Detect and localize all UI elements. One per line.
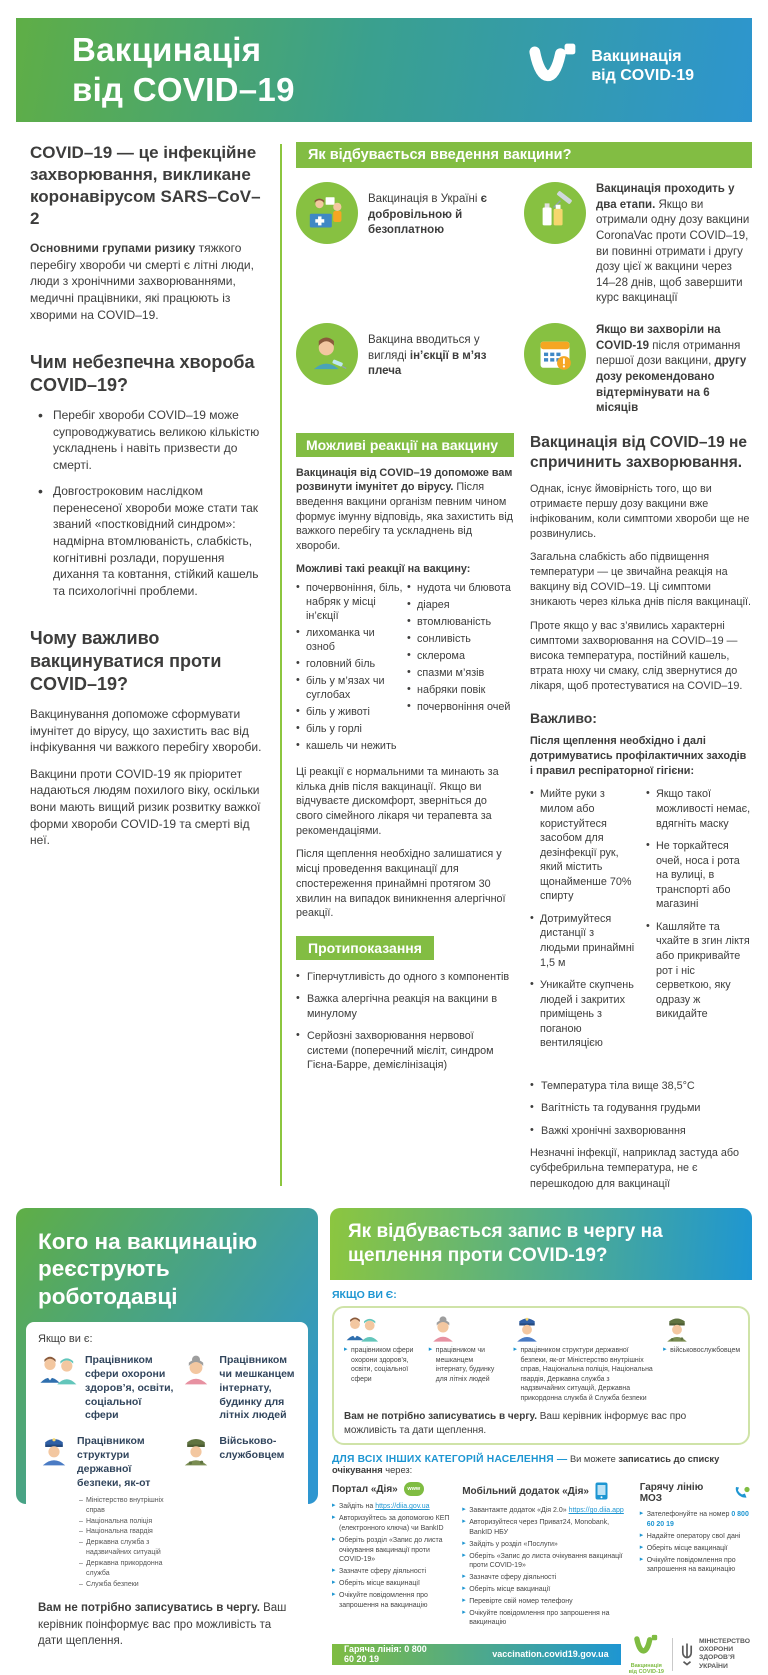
- contraindication-item: • Серйозні захворювання нервової системи (поперечний мієліт, синдром Гієна-Барре, демієлінізація): [296, 1029, 514, 1072]
- hygiene-item: • Кашляйте та чхайте в згин ліктя або прикривайте рот і ніс серветкою, яку одразу ж викидайте: [646, 920, 752, 1022]
- reactions-note-2: Після щеплення необхідно залишатися у місці проведення вакцинації для спостереження принаймні протягом 30 хвилин на випадок виникнення алергічної реакції.: [296, 848, 506, 920]
- app-step1-prefix: Завантажте додаток «Дія 2.0»: [469, 1507, 569, 1515]
- portal-step: ▸ Оберіть розділ «Запис до листа очікування вакцинації проти COVID-19»: [332, 1536, 450, 1565]
- elderly-person-icon: [180, 1354, 212, 1386]
- reaction-item: • біль у животі: [296, 705, 403, 719]
- contraindications-title: Протипоказання: [308, 939, 422, 956]
- reaction-item: • головний біль: [296, 657, 403, 671]
- other-categories-bold: записатись до списку очікування: [332, 1454, 720, 1476]
- how-item-voluntary-normal: Вакцинація в Україні: [368, 193, 481, 205]
- reactions-intro: [296, 466, 514, 554]
- important-list-left: [530, 787, 636, 1059]
- contraindication-item: • Гіперчутливість до одного з компонентів: [296, 970, 514, 984]
- app-step: ▸ Зайдіть у розділ «Послуги»: [462, 1540, 627, 1550]
- queue-if-label: ЯКЩО ВИ Є:: [332, 1289, 397, 1302]
- contraindications-note: Незначні інфекції, наприклад застуда або субфебрильна температура, не є перешкодою для вакцинації: [530, 1147, 740, 1190]
- other-categories-caps: ДЛЯ ВСІХ ІНШИХ КАТЕГОРІЙ НАСЕЛЕННЯ —: [332, 1454, 568, 1466]
- reactions-intro-rest: Після введення вакцини організм певним чином формує імунну відповідь, яка захистить від важкого перебігу та ускладнень від хвороби.: [296, 481, 513, 553]
- priority-groups-box: [332, 1306, 750, 1445]
- how-item-postpone-bold2: другу дозу рекомендовано відтермінувати на 6 місяців: [596, 355, 747, 415]
- group-military-label: ▸ військовослужбовцем: [663, 1346, 738, 1356]
- reaction-item: • сонливість: [407, 632, 514, 646]
- contraindication-item: • Важкі хронічні захворювання: [530, 1124, 752, 1138]
- hotline-step: ▸ Очікуйте повідомлення про запрошення на вакцинацію: [640, 1556, 750, 1576]
- police-officer-icon: [513, 1315, 541, 1343]
- police-officer-icon: [38, 1435, 70, 1467]
- group-military: [663, 1315, 741, 1403]
- portal-step: [332, 1502, 450, 1512]
- employers-item-security-label: Працівником структури державної безпеки, як-от: [77, 1435, 151, 1489]
- employers-item-military-label: Військово-службовцем: [219, 1435, 285, 1462]
- priority-groups-footer: [344, 1410, 738, 1437]
- reaction-item: • біль у м’язах чи суглобах: [296, 674, 403, 702]
- how-item-injection: [296, 323, 508, 417]
- app-step: ▸ Авторизуйтеся через Приват24, Monobank, BankID НБУ: [462, 1518, 627, 1538]
- portal-step1-prefix: Зайдіть на: [339, 1503, 376, 1511]
- agency-item: – Державна прикордонна служба: [79, 1559, 174, 1580]
- main-content: [30, 142, 752, 1192]
- group-security: [513, 1315, 654, 1403]
- reactions-intro-bold: Вакцинація від COVID–19 допоможе вам розвинути імунітет до вірусу.: [296, 466, 513, 494]
- employers-item-military: [180, 1435, 296, 1590]
- ministry-line2: ОХОРОНИ: [698, 1646, 734, 1653]
- logo-text-line2: від COVID-19: [591, 67, 694, 84]
- other-categories-normal1: Ви можете: [567, 1454, 619, 1465]
- how-item-voluntary-text: [368, 192, 508, 239]
- hotline-steps: [640, 1510, 750, 1575]
- portal-step: ▸ Оберіть місце вакцинації: [332, 1579, 450, 1589]
- danger-heading: Чим небезпечна хвороба COVID–19?: [30, 352, 255, 396]
- why-paragraph-1: Вакцинування допоможе сформувати імунітет до вірусу, що захистить вас від інфікування чи важкого перебігу хвороби.: [30, 707, 262, 755]
- priority-groups: [344, 1315, 741, 1403]
- how-item-two-stages-bold: Вакцинація проходить у два етапи.: [596, 183, 735, 211]
- hotline-step: ▸ Оберіть місце вакцинації: [640, 1544, 750, 1554]
- vaccination-site-link[interactable]: vaccination.covid19.gov.ua: [492, 1649, 609, 1660]
- reaction-item: • нудота чи блювота: [407, 581, 514, 595]
- no-disease-paragraph-1: Однак, існує ймовірність того, що ви отримаєте першу дозу вакцини вже інфікованим, коли симптоми хвороби ще не розвинулись.: [530, 482, 750, 540]
- reaction-item: • лихоманка чи озноб: [296, 626, 403, 654]
- reaction-item: • біль у горлі: [296, 722, 403, 736]
- channel-portal-header: [332, 1482, 450, 1496]
- hygiene-item: • Якщо такої можливості немає, вдягніть маску: [646, 787, 752, 831]
- diia-app-link[interactable]: https://go.diia.app: [568, 1507, 624, 1515]
- hygiene-item: • Мийте руки з милом або користуйтеся засобом для дезінфекції рук, який містить щонайменше 70% спирту: [530, 787, 636, 904]
- other-categories-line: [332, 1454, 750, 1475]
- channel-hotline-header: [640, 1482, 750, 1504]
- vaccination-logo-small: [629, 1634, 664, 1675]
- contraindications-right: [530, 1079, 752, 1192]
- reactions-list-heading: Можливі такі реакції на вакцину:: [296, 562, 471, 575]
- employers-item-care-home: [180, 1354, 296, 1423]
- employers-footer-rest: Ваш керівник поінформує вас про можливість та дати щеплення.: [38, 1602, 287, 1647]
- v-caption-line2: від COVID-19: [628, 1668, 664, 1675]
- reaction-item: • втомлюваність: [407, 615, 514, 629]
- signup-channels: [332, 1482, 750, 1630]
- ministry-line1: МІНІСТЕРСТВО: [698, 1637, 750, 1645]
- hygiene-item: • Уникайте скупчень людей і закритих приміщень з поганою вентиляцією: [530, 978, 636, 1051]
- vaccination-logo-text: [591, 47, 694, 85]
- employers-grid: [38, 1354, 296, 1590]
- v-check-icon: [527, 42, 579, 90]
- employers-item-healthcare-label: Працівником сфери охорони здоров’я, освіти, соціальної сфери: [85, 1353, 174, 1422]
- reaction-item: • набряки повік: [407, 683, 514, 697]
- how-item-two-stages: [524, 182, 752, 307]
- no-disease-column: [530, 433, 752, 1192]
- hygiene-item: • Не торкайтеся очей, носа і рота на вулиці, в транспорті або магазині: [646, 839, 752, 912]
- portal-step: ▸ Очікуйте повідомлення про запрошення на вакцинацію: [332, 1591, 450, 1611]
- channel-portal: [332, 1482, 450, 1630]
- reactions-and-safety-columns: [296, 433, 752, 1192]
- header-banner: [16, 18, 752, 122]
- how-item-voluntary: [296, 182, 508, 307]
- risk-groups-paragraph: [30, 240, 268, 323]
- poster: [0, 18, 768, 1675]
- group-healthcare-label: ▸ працівником сфери охорони здоров’я, освіти, соціальної сфери: [344, 1346, 420, 1384]
- channel-hotline: [640, 1482, 750, 1630]
- employers-item-care-home-label: Працівником чи мешканцем інтернату, будинку для літніх людей: [219, 1353, 295, 1422]
- logo-text-line1: Вакцинація: [591, 47, 682, 65]
- agency-item: – Національна поліція: [79, 1517, 174, 1528]
- v-check-icon: [633, 1634, 659, 1658]
- hotline-step1-prefix: Зателефонуйте на номер: [646, 1511, 732, 1519]
- how-item-postpone-text: [596, 323, 752, 417]
- reactions-list-left: [296, 581, 403, 756]
- soldier-icon: [663, 1315, 691, 1343]
- group-care-home-label: ▸ працівником чи мешканцем інтернату, будинку для літніх людей: [429, 1346, 505, 1384]
- channel-app-title: Мобільний додаток «Дія»: [462, 1485, 589, 1497]
- injection-person-icon: [296, 323, 358, 385]
- vaccination-logo: [527, 42, 694, 90]
- elderly-person-icon: [429, 1315, 457, 1343]
- channel-hotline-title: Гарячу лінію МОЗ: [639, 1482, 704, 1505]
- portal-step: ▸ Авторизуйтесь за допомогою КЕП (електронного ключа) чи BankID: [332, 1514, 450, 1534]
- how-item-voluntary-bold: є добровільною й безоплатною: [368, 193, 487, 237]
- hotline-phone-number[interactable]: 0 800 60 20 19: [646, 1511, 749, 1529]
- globe-icon: www: [404, 1482, 424, 1496]
- employers-item-security: [38, 1435, 174, 1590]
- how-item-postpone-normal: після отримання першої дози вакцини,: [596, 339, 741, 368]
- v-caption-line1: Вакцинація: [630, 1662, 662, 1669]
- how-item-two-stages-text: [596, 182, 752, 307]
- group-healthcare: [344, 1315, 420, 1403]
- employers-footer-bold: Вам не потрібно записуватись в чергу.: [38, 1602, 260, 1615]
- app-step: ▸ Зазначте сферу діяльності: [462, 1573, 627, 1583]
- security-agencies-list: [79, 1496, 174, 1591]
- other-categories-normal2: через:: [382, 1465, 413, 1476]
- channel-app: [462, 1482, 627, 1630]
- how-section-title: Як відбувається введення вакцини?: [308, 147, 572, 163]
- hotline-bar-phone: Гаряча лінія: 0 800 60 20 19: [344, 1644, 427, 1665]
- reactions-banner: [296, 433, 514, 457]
- contraindication-item: • Важка алергічна реакція на вакцини в минулому: [296, 992, 514, 1021]
- how-item-injection-bold: ін’єкції в м’яз плеча: [368, 349, 487, 378]
- soldier-icon: [180, 1435, 212, 1467]
- about-covid-column: [30, 142, 268, 1192]
- app-step: ▸ Очікуйте повідомлення про запрошення на вакцинацію: [462, 1609, 627, 1629]
- ministry-line4: УКРАЇНИ: [698, 1662, 728, 1670]
- risk-groups-rest: тяжкого перебігу хвороби чи смерті є літні люди, люди з хронічними захворюваннями, медичні працівники, які працюють із хворими на COVID–19.: [30, 241, 254, 322]
- hygiene-item: • Дотримуйтеся дистанції з людьми принаймні 1,5 м: [530, 912, 636, 970]
- reaction-item: • спазми м’язів: [407, 666, 514, 680]
- how-item-injection-text: [368, 333, 508, 380]
- contraindications-list-right: [530, 1079, 752, 1138]
- no-disease-paragraph-3: Проте якщо у вас з’явились характерні симптоми захворювання на COVID–19 — висока температура, постійний кашель, втрата нюху чи смаку, слід звернутися до лікаря, щоб протестуватися на COVID–19.: [530, 619, 743, 692]
- bottom-section: [16, 1208, 752, 1675]
- smartphone-icon: [595, 1482, 608, 1500]
- why-heading: Чому важливо вакцинуватися проти COVID–19?: [30, 628, 222, 695]
- portal-step: ▸ Зазначте сферу діяльності: [332, 1567, 450, 1577]
- clinic-registration-icon: [296, 182, 358, 244]
- how-item-two-stages-rest: Якщо ви отримали одну дозу вакцини CoronaVac проти COVID–19, ви повинні отримати і другу дозу цієї ж вакцини через 14–28 днів, щоб завершити курс вакцинації: [596, 198, 750, 305]
- v-logo-caption: [629, 1663, 664, 1675]
- agency-item: – Національна гвардія: [79, 1527, 174, 1538]
- contraindication-item: • Температура тіла вище 38,5°С: [530, 1079, 752, 1093]
- page-title: [16, 30, 295, 111]
- channel-portal-title: Портал «Дія»: [332, 1483, 398, 1495]
- employers-title: Кого на вакцинацію реєструють роботодавці: [38, 1228, 258, 1309]
- how-item-postpone: [524, 323, 752, 417]
- reactions-list-right: [407, 581, 514, 756]
- no-disease-heading: Вакцинація від COVID–19 не спричинить захворювання.: [530, 433, 748, 472]
- diia-portal-link[interactable]: https://diia.gov.ua: [375, 1503, 430, 1511]
- phone-handset-icon: [734, 1486, 750, 1501]
- queue-title: Як відбувається запис в чергу на щеплення проти COVID-19?: [330, 1208, 752, 1281]
- why-paragraph-2: Вакцини проти COVID-19 як пріоритет надаються людям похилого віку, оскільки вони мають вищий ризик розвитку важкої форми хвороби COVID-19 та смерті від неї.: [30, 766, 261, 848]
- hotline-bar: [332, 1644, 621, 1665]
- ministry-logo: [672, 1638, 750, 1672]
- app-step: ▸ Оберіть місце вакцинації: [462, 1585, 627, 1595]
- no-disease-paragraph-2: Загальна слабкість або підвищення температури — це звичайна реакція на вакцину від COVID–19. Ці симптоми зникають через кілька днів після вакцинації.: [530, 551, 751, 609]
- channel-app-header: [462, 1482, 627, 1500]
- contraindications-list-left: [296, 970, 514, 1073]
- agency-item: – Служба безпеки: [79, 1580, 174, 1591]
- danger-item: • Довгостроковим наслідком перенесеної хвороби може стати так званий «постковідний синдром»: надмірна втомлюваність, слабкість, когнітивні розлади, порушення дихання та ковтання, стійкий кашель та психологічні проблеми.: [38, 483, 268, 599]
- how-section-banner: [296, 142, 752, 168]
- important-heading: Важливо:: [530, 710, 597, 727]
- ministry-text: [699, 1638, 750, 1672]
- app-step: ▸ Оберіть «Запис до листа очікування вакцинації проти COVID-19»: [462, 1552, 627, 1572]
- hotline-step: ▸ Надайте оператору свої дані: [640, 1532, 750, 1542]
- employers-box: [16, 1208, 318, 1647]
- important-lists: [530, 787, 752, 1059]
- queue-box: [330, 1208, 752, 1675]
- group-security-label: ▸ працівником структури державної безпеки, як-от Міністерство внутрішніх справ, Національна поліція, Національна гвардія, Державна служба з надзвичайних ситуацій, Державна прикордонна служба й Служба безпеки: [513, 1346, 654, 1403]
- queue-body: [330, 1280, 752, 1675]
- danger-list: [30, 407, 268, 599]
- how-items-grid: [296, 182, 752, 417]
- queue-footer-row: [332, 1634, 750, 1675]
- portal-steps: [332, 1502, 450, 1610]
- groups-footer-bold: Вам не потрібно записуватись в чергу.: [344, 1411, 537, 1423]
- page-title-line2: від COVID–19: [72, 71, 295, 108]
- vaccination-info-column: [296, 142, 752, 1192]
- employers-if-label: Якщо ви є:: [38, 1332, 93, 1345]
- app-steps: [462, 1506, 627, 1628]
- danger-item: • Перебіг хвороби COVID–19 може супроводжуватись великою кількістю ускладнень і навіть призвести до смерті.: [38, 407, 268, 473]
- important-list-right: [646, 787, 752, 1059]
- reactions-column: [296, 433, 514, 1192]
- agency-item: – Державна служба з надзвичайних ситуацій: [79, 1538, 174, 1559]
- page-title-line1: Вакцинація: [72, 30, 262, 68]
- reaction-item: • склерома: [407, 649, 514, 663]
- column-divider: [280, 144, 282, 1186]
- contraindications-banner: [296, 936, 434, 960]
- group-care-home: [429, 1315, 505, 1403]
- groups-footer-rest: Ваш керівник інформує вас про можливість та дати щеплення.: [344, 1411, 687, 1436]
- agency-item: – Міністерство внутрішніх справ: [79, 1496, 174, 1517]
- employers-footer: [38, 1600, 296, 1649]
- contraindication-item: • Вагітність та годування грудьми: [530, 1101, 752, 1115]
- medics-icon: [344, 1315, 380, 1343]
- vaccine-vials-icon: [524, 182, 586, 244]
- employers-item-healthcare: [38, 1354, 174, 1423]
- reaction-item: • почервоніння очей: [407, 700, 514, 714]
- reactions-lists: [296, 581, 514, 756]
- trident-icon: [680, 1641, 694, 1667]
- important-lead: Після щеплення необхідно і далі дотримуватись профілактичних заходів і правил респіраторної гігієни:: [530, 735, 747, 778]
- how-item-postpone-bold1: Якщо ви захворіли на COVID-19: [596, 324, 721, 352]
- medics-icon: [38, 1354, 78, 1386]
- reaction-item: • кашель чи нежить: [296, 739, 403, 753]
- reaction-item: • діарея: [407, 598, 514, 612]
- reactions-note-1: Ці реакції є нормальними та минають за кілька днів після вакцинації. Якщо ви відчуваєте дискомфорт, зверніться до свого сімейного лікаря чи терапевта за рекомендаціями.: [296, 766, 499, 837]
- intro-heading: COVID–19 — це інфекційне захворювання, викликане коронавірусом SARS–CoV–2: [30, 143, 261, 229]
- hotline-step: [640, 1510, 750, 1530]
- reaction-item: • почервоніння, біль, набряк у місці ін’єкції: [296, 581, 403, 623]
- calendar-alert-icon: [524, 323, 586, 385]
- app-step: ▸ Перевірте свій номер телефону: [462, 1597, 627, 1607]
- app-step: [462, 1506, 627, 1516]
- employers-card: [26, 1322, 308, 1657]
- risk-groups-bold: Основними групами ризику: [30, 241, 196, 256]
- reactions-title: Можливі реакції на вакцину: [306, 436, 499, 453]
- ministry-line3: ЗДОРОВ’Я: [698, 1654, 735, 1662]
- how-item-injection-normal: Вакцина вводиться у вигляді: [368, 334, 480, 362]
